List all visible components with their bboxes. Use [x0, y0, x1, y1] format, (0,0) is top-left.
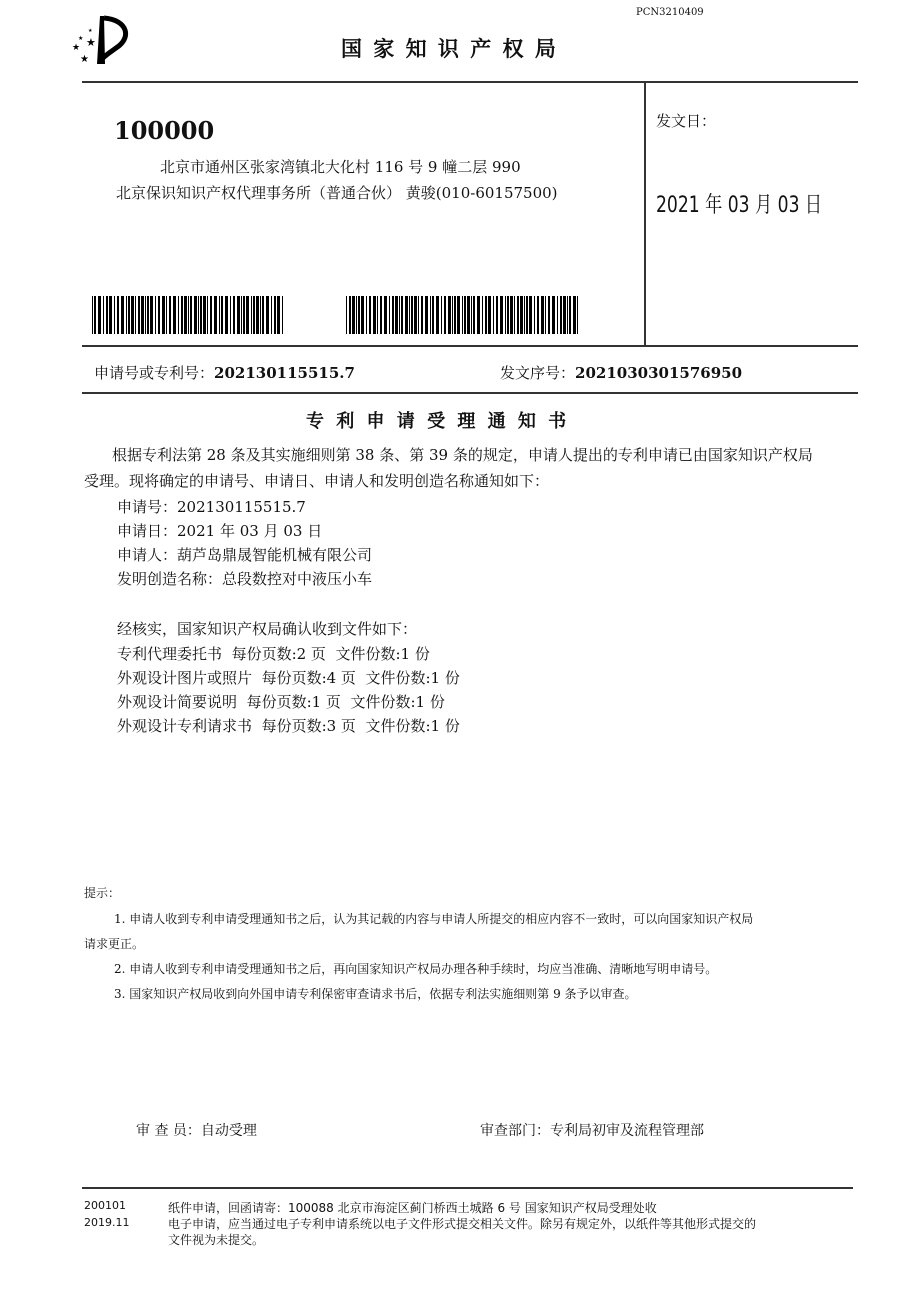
- field-value: 2021 年 03 月 03 日: [177, 522, 323, 540]
- field-applicant: [117, 544, 372, 565]
- footer-line-2: 电子申请，应当通过电子专利申请系统以电子文件形式提交相关文件。除另有规定外，以纸件等其他形式提交的: [168, 1217, 757, 1231]
- field-application-number: [117, 496, 306, 517]
- department: [480, 1120, 704, 1140]
- header-divider: [82, 81, 858, 83]
- svg-text:★: ★: [72, 43, 81, 53]
- addressee-address: 北京市通州区张家湾镇北大化村 116 号 9 幢二层 990: [160, 158, 521, 176]
- note-1-line-2: 请求更正。: [84, 937, 145, 951]
- agency-title: 国 家 知 识 产 权 局: [341, 37, 558, 61]
- footer-code-2: 2019.11: [84, 1216, 130, 1229]
- department-value: 专利局初审及流程管理部: [550, 1123, 704, 1139]
- file-copies: 文件份数:1 份: [335, 645, 430, 663]
- serial-number-value: 2021030301576950: [575, 364, 743, 382]
- barcode-right: [346, 296, 582, 334]
- note-2: 2. 申请人收到专利申请受理通知书之后，再向国家知识产权局办理各种手续时，均应当准确、清晰地写明申请号。: [114, 962, 718, 976]
- field-label: 申请人：: [117, 546, 178, 564]
- field-value: 202130115515.7: [177, 498, 306, 516]
- examiner-value: 自动受理: [200, 1123, 257, 1139]
- file-pages: 每份页数:3 页: [261, 717, 356, 735]
- footer-line-3: 文件视为未提交。: [168, 1233, 265, 1247]
- barcode-divider: [82, 345, 858, 347]
- serial-number-label: 发文序号：: [500, 364, 576, 382]
- file-copies: 文件份数:1 份: [365, 717, 460, 735]
- intro-line-1: 根据专利法第 28 条及其实施细则第 38 条、第 39 条的规定，申请人提出的专利申请已由国家知识产权局: [112, 446, 813, 464]
- intro-line-2: 受理。现将确定的申请号、申请日、申请人和发明创造名称通知如下：: [84, 472, 550, 490]
- examiner: [136, 1120, 257, 1140]
- note-1-line-1: 1. 申请人收到专利申请受理通知书之后，认为其记载的内容与申请人所提交的相应内容不一致时，可以向国家知识产权局: [114, 912, 754, 926]
- field-invention-title: [117, 568, 372, 589]
- field-label: 申请号：: [117, 498, 178, 516]
- svg-text:★: ★: [78, 35, 84, 42]
- footer-divider: [82, 1187, 853, 1189]
- file-name: 外观设计图片或照片: [117, 669, 253, 687]
- received-file: [117, 691, 445, 712]
- received-intro: 经核实，国家知识产权局确认收到文件如下：: [117, 620, 418, 638]
- serial-number-row: [500, 362, 742, 383]
- issue-date-value: 2021 年 03 月 03 日: [656, 193, 823, 218]
- svg-text:★: ★: [86, 36, 96, 49]
- department-label: 审查部门：: [480, 1123, 550, 1139]
- field-label: 申请日：: [117, 522, 178, 540]
- field-label: 发明创造名称：: [117, 570, 223, 588]
- received-file: [117, 667, 460, 688]
- svg-text:★: ★: [80, 54, 89, 65]
- cnipa-logo-icon: [66, 12, 136, 68]
- file-pages: 每份页数:4 页: [261, 669, 356, 687]
- postal-code: 100000: [114, 116, 215, 145]
- field-application-date: [117, 520, 322, 541]
- file-copies: 文件份数:1 份: [350, 693, 445, 711]
- file-copies: 文件份数:1 份: [365, 669, 460, 687]
- field-value: 总段数控对中液压小车: [222, 570, 373, 588]
- application-number-row: [94, 362, 355, 383]
- footer-line-1: 纸件申请，回函请寄：100088 北京市海淀区蓟门桥西土城路 6 号 国家知识产权局受理处收: [168, 1201, 657, 1215]
- received-file: [117, 643, 430, 664]
- file-name: 外观设计简要说明: [117, 693, 238, 711]
- file-pages: 每份页数:1 页: [246, 693, 341, 711]
- document-title: 专 利 申 请 受 理 通 知 书: [306, 411, 570, 432]
- notes-label: 提示：: [84, 886, 121, 900]
- footer-code-1: 200101: [84, 1199, 126, 1212]
- form-code: PCN3210409: [636, 7, 704, 18]
- svg-text:★: ★: [88, 28, 93, 34]
- barcode-left: [92, 296, 288, 334]
- issue-date-label: 发文日：: [656, 112, 717, 130]
- examiner-label: 审 查 员：: [136, 1123, 201, 1139]
- file-name: 专利代理委托书: [117, 645, 223, 663]
- file-pages: 每份页数:2 页: [231, 645, 326, 663]
- application-number-value: 202130115515.7: [214, 364, 355, 382]
- field-value: 葫芦岛鼎晟智能机械有限公司: [177, 546, 373, 564]
- date-column-divider: [644, 81, 646, 346]
- application-number-label: 申请号或专利号：: [94, 364, 215, 382]
- numbers-divider: [82, 392, 858, 394]
- file-name: 外观设计专利请求书: [117, 717, 253, 735]
- note-3: 3. 国家知识产权局收到向外国申请专利保密审查请求书后，依据专利法实施细则第 9 条予以审查。: [114, 987, 637, 1001]
- received-file: [117, 715, 460, 736]
- agency-line: 北京保识知识产权代理事务所（普通合伙） 黄骏(010-60157500): [116, 184, 558, 202]
